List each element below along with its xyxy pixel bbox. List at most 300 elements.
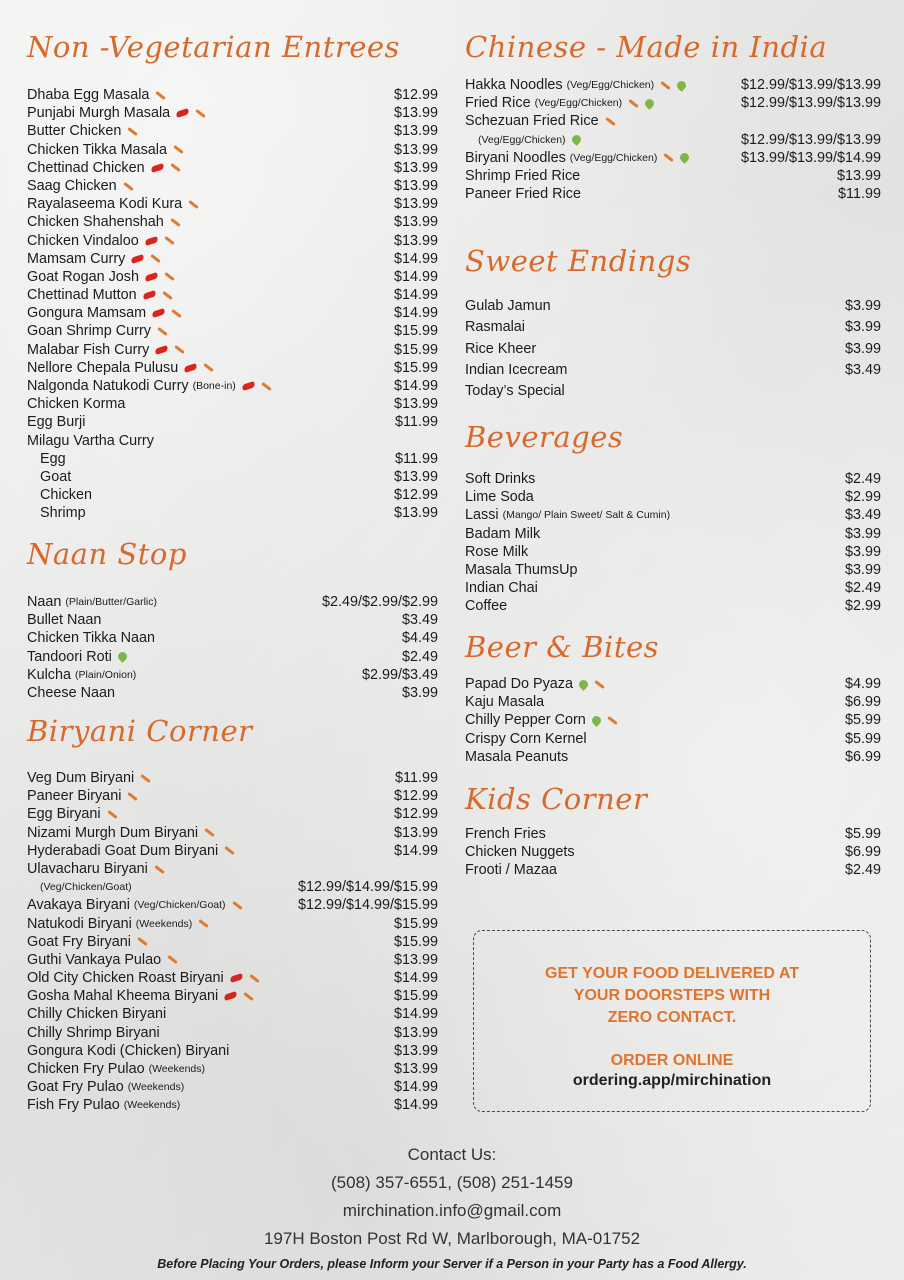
menu-item-name [27, 787, 138, 805]
menu-item-label: Gosha Mahal Kheema Biryani [27, 988, 219, 1005]
menu-item-name [465, 360, 567, 381]
menu-item-price: $6.99 [844, 748, 881, 765]
mild-spice-icon [224, 846, 235, 855]
menu-item-price: $5.99 [844, 826, 881, 842]
menu-item-name [27, 987, 254, 1005]
menu-item [27, 787, 438, 805]
promo-line-1: GET YOUR FOOD DELIVERED AT [545, 965, 799, 982]
menu-item-price: $12.99/$14.99/$15.99 [297, 897, 438, 914]
menu-item-label: Shrimp [40, 505, 86, 522]
menu-item-price: $13.99 [393, 824, 438, 841]
menu-item-price: $14.99 [393, 287, 438, 304]
menu-item-price: $14.99 [393, 842, 438, 859]
menu-item-name [465, 711, 618, 729]
menu-item-name [465, 748, 568, 766]
menu-item [27, 593, 438, 611]
chili-icon [131, 254, 145, 264]
menu-item-price: $4.99 [844, 676, 881, 692]
menu-item-price: $13.99 [393, 505, 438, 522]
menu-item-label: Frooti / Mazaa [465, 862, 557, 879]
menu-item [27, 611, 438, 629]
menu-item [27, 878, 438, 896]
promo-line-2: YOUR DOORSTEPS WITH [573, 987, 771, 1004]
menu-item-label: Rasmalai [465, 319, 525, 336]
menu-item [465, 543, 881, 561]
menu-item-name [465, 506, 670, 524]
menu-item-label: Soft Drinks [465, 471, 536, 487]
menu-item-name [465, 597, 507, 615]
menu-item-price: $5.99 [844, 712, 881, 729]
menu-item-label: Chettinad Mutton [27, 287, 137, 304]
menu-item-note: (Veg/Egg/Chicken) [569, 151, 658, 164]
list-naan [27, 593, 438, 702]
menu-item [27, 896, 438, 914]
list-nonveg [27, 86, 438, 523]
menu-item-name [465, 339, 536, 360]
menu-item-name [27, 915, 209, 933]
menu-item [465, 339, 881, 360]
menu-item [27, 122, 438, 140]
menu-item-label: Chilly Shrimp Biryani [27, 1024, 160, 1041]
menu-item-name [27, 486, 92, 504]
chili-icon [152, 308, 166, 318]
mild-spice-icon [232, 901, 243, 910]
menu-item [27, 629, 438, 647]
menu-item-price: $11.99 [838, 186, 881, 203]
menu-item-price: $4.49 [401, 630, 438, 647]
menu-item-price: $3.99 [401, 684, 438, 701]
chili-icon [224, 991, 238, 1001]
menu-item-name [27, 195, 199, 213]
chili-icon [176, 108, 190, 118]
list-kids [465, 825, 881, 880]
menu-item-price: $2.99 [844, 489, 881, 506]
menu-item [465, 730, 881, 748]
menu-item-price: $3.99 [844, 543, 881, 560]
menu-item-label: Masala Peanuts [465, 748, 569, 765]
menu-item-label: Nalgonda Natukodi Curry [27, 378, 189, 394]
menu-item [27, 1005, 438, 1023]
mild-spice-icon [249, 974, 260, 983]
mild-spice-icon [628, 99, 639, 108]
menu-item-label: Bullet Naan [27, 612, 102, 629]
menu-item-name [27, 122, 138, 140]
menu-item-name [465, 693, 544, 711]
mild-spice-icon [664, 153, 675, 162]
menu-item-name [27, 951, 178, 969]
order-online-link[interactable]: ordering.app/mirchination [572, 1072, 772, 1089]
mild-spice-icon [195, 109, 206, 118]
mild-spice-icon [140, 774, 151, 783]
mild-spice-icon [175, 345, 186, 354]
mild-spice-icon [605, 117, 616, 126]
menu-item-price: $2.49 [844, 580, 881, 597]
menu-item [27, 824, 438, 842]
chili-icon [144, 236, 158, 246]
menu-item-name [27, 629, 155, 647]
menu-item [465, 470, 881, 488]
mild-spice-icon [128, 792, 139, 801]
menu-item-label: Chicken Tikka Masala [27, 141, 167, 158]
menu-item [465, 112, 881, 130]
menu-item-label: Lime Soda [465, 489, 534, 506]
veg-leaf-icon [577, 678, 590, 691]
menu-item [465, 506, 881, 524]
menu-item-name [27, 141, 184, 159]
contact-address: 197H Boston Post Rd W, Marlborough, MA-01752 [263, 1229, 641, 1248]
menu-item-name [27, 1096, 180, 1114]
menu-item [27, 213, 438, 231]
menu-item-name [465, 317, 525, 338]
menu-item [465, 597, 881, 615]
menu-item-label: Crispy Corn Kernel [465, 730, 587, 747]
menu-item-label: Egg Biryani [27, 806, 101, 823]
list-beverages [465, 470, 881, 616]
menu-item-label: Masala ThumsUp [465, 561, 578, 578]
menu-item-price: $12.99 [393, 806, 438, 823]
contact-phones[interactable]: (508) 357-6551, (508) 251-1459 [331, 1173, 573, 1192]
section-title-sweet: Sweet Endings [465, 244, 692, 278]
menu-item [27, 104, 438, 122]
menu-item [465, 360, 881, 381]
chili-icon [184, 363, 198, 373]
menu-item-price: $6.99 [844, 844, 881, 861]
menu-item-name [27, 1042, 229, 1060]
menu-item [27, 987, 438, 1005]
mild-spice-icon [203, 363, 214, 372]
menu-item-note: (Plain/Butter/Garlic) [65, 596, 158, 608]
chili-icon [144, 272, 158, 282]
promo-order-online: ORDER ONLINE [610, 1052, 734, 1069]
contact-email[interactable]: mirchination.info@gmail.com [342, 1201, 562, 1220]
mild-spice-icon [171, 309, 182, 318]
menu-item [465, 185, 881, 203]
menu-item-label: Cheese Naan [27, 684, 116, 701]
menu-item-name [27, 213, 181, 231]
menu-item-name [27, 769, 151, 787]
menu-item-label: Nellore Chepala Pulusu [27, 359, 179, 376]
menu-item-label: Nizami Murgh Dum Biryani [27, 824, 199, 841]
menu-item-price: $12.99/$14.99/$15.99 [297, 879, 438, 896]
menu-item-name [27, 268, 175, 286]
menu-item-price: $13.99 [393, 159, 438, 176]
menu-item-label: Rose Milk [465, 543, 529, 560]
menu-item-note: (Weekends) [123, 1099, 181, 1112]
menu-item [27, 177, 438, 195]
menu-item-note: (Veg/Chicken/Goat) [133, 899, 226, 912]
menu-item-name [465, 167, 580, 185]
menu-item-label: Butter Chicken [27, 123, 122, 140]
menu-item-name [27, 1024, 160, 1042]
section-title-beverages: Beverages [465, 420, 624, 454]
mild-spice-icon [164, 236, 175, 245]
menu-item-price: $13.99/$13.99/$14.99 [740, 149, 881, 166]
menu-item-label: Dhaba Egg Masala [27, 87, 150, 103]
menu-item-name [27, 304, 182, 322]
menu-item-note: (Weekends) [135, 917, 193, 930]
menu-item-label: Naan [27, 594, 62, 610]
menu-item-price: $14.99 [393, 1097, 438, 1114]
menu-item-name [465, 579, 538, 597]
section-title-nonveg: Non -Vegetarian Entrees [27, 30, 400, 64]
menu-item-name [27, 896, 243, 914]
menu-item-name [465, 112, 616, 130]
menu-item-label: Gulab Jamun [465, 298, 551, 314]
menu-item-label: Gongura Kodi (Chicken) Biryani [27, 1042, 230, 1059]
menu-item-label: Chicken Korma [27, 396, 126, 413]
menu-item-label: Shrimp Fried Rice [465, 167, 581, 184]
mild-spice-icon [660, 81, 671, 90]
menu-item [27, 486, 438, 504]
menu-item [27, 504, 438, 522]
menu-item-name [465, 825, 546, 843]
menu-item-price: $14.99 [393, 378, 438, 394]
menu-item-label: Milagu Vartha Curry [27, 432, 154, 449]
menu-item [27, 250, 438, 268]
menu-item [465, 76, 881, 94]
menu-item-label: Papad Do Pyaza [465, 676, 574, 692]
menu-item [27, 684, 438, 702]
menu-item-price: $13.99 [393, 396, 438, 413]
menu-item-note: (Weekends) [148, 1063, 205, 1075]
chili-icon [229, 973, 243, 983]
menu-item-price: $12.99/$13.99/$13.99 [740, 131, 881, 148]
menu-item [27, 951, 438, 969]
menu-item-label: Paneer Biryani [27, 788, 122, 805]
menu-item-label: Goat [40, 468, 72, 485]
menu-item-price: $3.99 [844, 561, 881, 578]
menu-item [27, 769, 438, 787]
menu-item-name [27, 232, 175, 250]
menu-item-name [465, 561, 578, 579]
list-beer [465, 675, 881, 766]
menu-item-label: French Fries [465, 826, 546, 842]
menu-item [465, 861, 881, 879]
menu-item-name [27, 432, 154, 450]
menu-item-name [27, 1078, 184, 1096]
mild-spice-icon [261, 382, 272, 391]
menu-item-name [465, 543, 528, 561]
menu-item-name [465, 675, 605, 693]
menu-item-note: (Bone-in) [192, 380, 236, 392]
menu-item-price: $15.99 [393, 341, 438, 358]
menu-item-price: $3.49 [844, 507, 881, 524]
menu-item-label: Chilly Pepper Corn [465, 712, 586, 729]
mild-spice-icon [173, 145, 184, 154]
menu-item-price: $2.49/$2.99/$2.99 [321, 594, 438, 610]
menu-item [27, 341, 438, 359]
menu-item [465, 149, 881, 167]
menu-item-name [27, 250, 161, 268]
menu-item-note: (Mango/ Plain Sweet/ Salt & Cumin) [502, 509, 671, 522]
menu-item-price: $2.49 [401, 648, 438, 665]
mild-spice-icon [204, 828, 215, 837]
menu-item-price: $11.99 [395, 770, 438, 786]
menu-item [27, 395, 438, 413]
menu-item-name [465, 861, 557, 879]
chili-icon [241, 381, 255, 391]
menu-item-label: Badam Milk [465, 525, 541, 542]
menu-item-price: $11.99 [395, 450, 438, 467]
menu-item-price: $3.49 [401, 612, 438, 629]
menu-item-label: Chicken [40, 487, 92, 504]
menu-item-price: $13.99 [393, 123, 438, 140]
menu-item-price: $13.99 [393, 1061, 438, 1077]
menu-item-name [27, 341, 185, 359]
mild-spice-icon [170, 218, 181, 227]
menu-item [27, 359, 438, 377]
menu-item-price: $13.99 [393, 105, 438, 122]
menu-item [27, 286, 438, 304]
menu-item [27, 322, 438, 340]
menu-item-price: $15.99 [393, 359, 438, 376]
menu-item-name [27, 177, 134, 195]
menu-item-name [465, 525, 540, 543]
mild-spice-icon [157, 327, 168, 336]
menu-item-label: Fried Rice [465, 95, 531, 112]
menu-item-label: Today’s Special [465, 383, 565, 400]
menu-item-name [27, 86, 166, 104]
menu-item [27, 842, 438, 860]
menu-item [465, 317, 881, 338]
menu-item-price: $11.99 [395, 414, 438, 431]
menu-item [27, 1078, 438, 1096]
menu-item [465, 711, 881, 729]
menu-item [27, 468, 438, 486]
menu-item-label: Veg Dum Biryani [27, 770, 135, 786]
menu-item-name [27, 842, 235, 860]
menu-item-price: $14.99 [393, 1006, 438, 1023]
mild-spice-icon [156, 91, 167, 100]
menu-item [465, 488, 881, 506]
menu-item-label: Old City Chicken Roast Biryani [27, 970, 224, 987]
mild-spice-icon [151, 254, 162, 263]
mild-spice-icon [243, 992, 254, 1001]
menu-item-label: Tandoori Roti [27, 648, 112, 665]
menu-item-name [465, 296, 551, 317]
menu-item-label: Ulavacharu Biryani [27, 860, 148, 877]
menu-item [465, 296, 881, 317]
contact-title: Contact Us: [407, 1145, 497, 1164]
promo-text [474, 963, 870, 1029]
menu-item [27, 915, 438, 933]
menu-item-price: $13.99 [393, 177, 438, 194]
menu-item-note: (Weekends) [127, 1081, 185, 1094]
section-title-naan: Naan Stop [27, 537, 187, 571]
menu-item-price: $5.99 [844, 730, 881, 747]
menu-item-price: $14.99 [393, 305, 438, 322]
menu-item-note: (Plain/Onion) [75, 668, 137, 681]
menu-item-price: $2.49 [844, 862, 881, 879]
menu-item-label: Chicken Nuggets [465, 844, 575, 861]
veg-leaf-icon [675, 79, 688, 92]
menu-item-label: Chicken Tikka Naan [27, 630, 155, 647]
menu-item-label: Saag Chicken [27, 177, 117, 194]
menu-item-label: Gongura Mamsam [27, 305, 147, 322]
menu-item [27, 648, 438, 666]
menu-item-price: $12.99 [393, 487, 438, 504]
menu-item-price: $2.49 [844, 471, 881, 487]
menu-item-price: $13.99 [393, 196, 438, 213]
menu-item-price: $13.99 [393, 141, 438, 158]
menu-item [27, 377, 438, 395]
menu-item-name [465, 149, 689, 167]
menu-item-label: Egg [40, 450, 66, 467]
menu-item [27, 933, 438, 951]
menu-item-label: Coffee [465, 598, 508, 615]
menu-item-name [465, 381, 565, 402]
menu-item [27, 195, 438, 213]
veg-leaf-icon [116, 650, 129, 663]
mild-spice-icon [164, 272, 175, 281]
mild-spice-icon [167, 955, 178, 964]
menu-item-price: $15.99 [393, 323, 438, 340]
menu-item-label: Lassi [465, 507, 499, 524]
menu-item-name [27, 450, 66, 468]
menu-item-price: $14.99 [393, 1079, 438, 1096]
menu-item [465, 131, 881, 149]
menu-item-label: Chilly Chicken Biryani [27, 1006, 167, 1023]
menu-item-label: Indian Icecream [465, 361, 568, 378]
menu-item-label: Rayalaseema Kodi Kura [27, 196, 183, 213]
menu-item-label: Guthi Vankaya Pulao [27, 951, 162, 968]
menu-item-label: Hakka Noodles [465, 77, 563, 93]
veg-leaf-icon [643, 97, 656, 110]
veg-leaf-icon [590, 714, 603, 727]
menu-item-price: $6.99 [844, 694, 881, 711]
menu-item-name [465, 131, 581, 149]
menu-item-note: (Veg/Egg/Chicken) [566, 79, 655, 91]
menu-item-price: $3.99 [844, 298, 881, 314]
menu-item [27, 1042, 438, 1060]
menu-item [465, 843, 881, 861]
mild-spice-icon [154, 864, 165, 873]
menu-item-name [27, 860, 165, 878]
menu-item-price: $12.99/$13.99/$13.99 [740, 95, 881, 112]
menu-item-label: Avakaya Biryani [27, 897, 130, 914]
mild-spice-icon [162, 291, 173, 300]
menu-item-label: (Veg/Egg/Chicken) [478, 133, 566, 146]
menu-item [465, 825, 881, 843]
menu-item-price: $15.99 [393, 933, 438, 950]
menu-item-label: Punjabi Murgh Masala [27, 105, 171, 122]
menu-item [465, 381, 881, 402]
menu-item-label: Chettinad Chicken [27, 159, 145, 176]
list-chinese [465, 76, 881, 203]
menu-item-price: $13.99 [393, 232, 438, 249]
menu-item-label: Schezuan Fried Rice [465, 113, 599, 130]
menu-item-label: Kaju Masala [465, 694, 545, 711]
menu-item [27, 1024, 438, 1042]
menu-item-name [27, 611, 101, 629]
list-biryani [27, 769, 438, 1115]
menu-item-price: $3.99 [844, 525, 881, 542]
menu-item-label: (Veg/Chicken/Goat) [40, 881, 132, 894]
menu-item-price: $14.99 [393, 250, 438, 267]
section-title-biryani: Biryani Corner [27, 714, 253, 748]
section-title-beer: Beer & Bites [465, 630, 660, 664]
menu-item-label: Chicken Fry Pulao [27, 1061, 145, 1077]
menu-item-name [465, 185, 581, 203]
list-sweet [465, 296, 881, 402]
menu-item-label: Indian Chai [465, 580, 538, 597]
mild-spice-icon [594, 680, 605, 689]
menu-item-label: Paneer Fried Rice [465, 186, 581, 203]
menu-item-name [27, 805, 118, 823]
menu-item-name [27, 359, 214, 377]
menu-item [27, 1060, 438, 1078]
menu-item-price: $13.99 [393, 951, 438, 968]
